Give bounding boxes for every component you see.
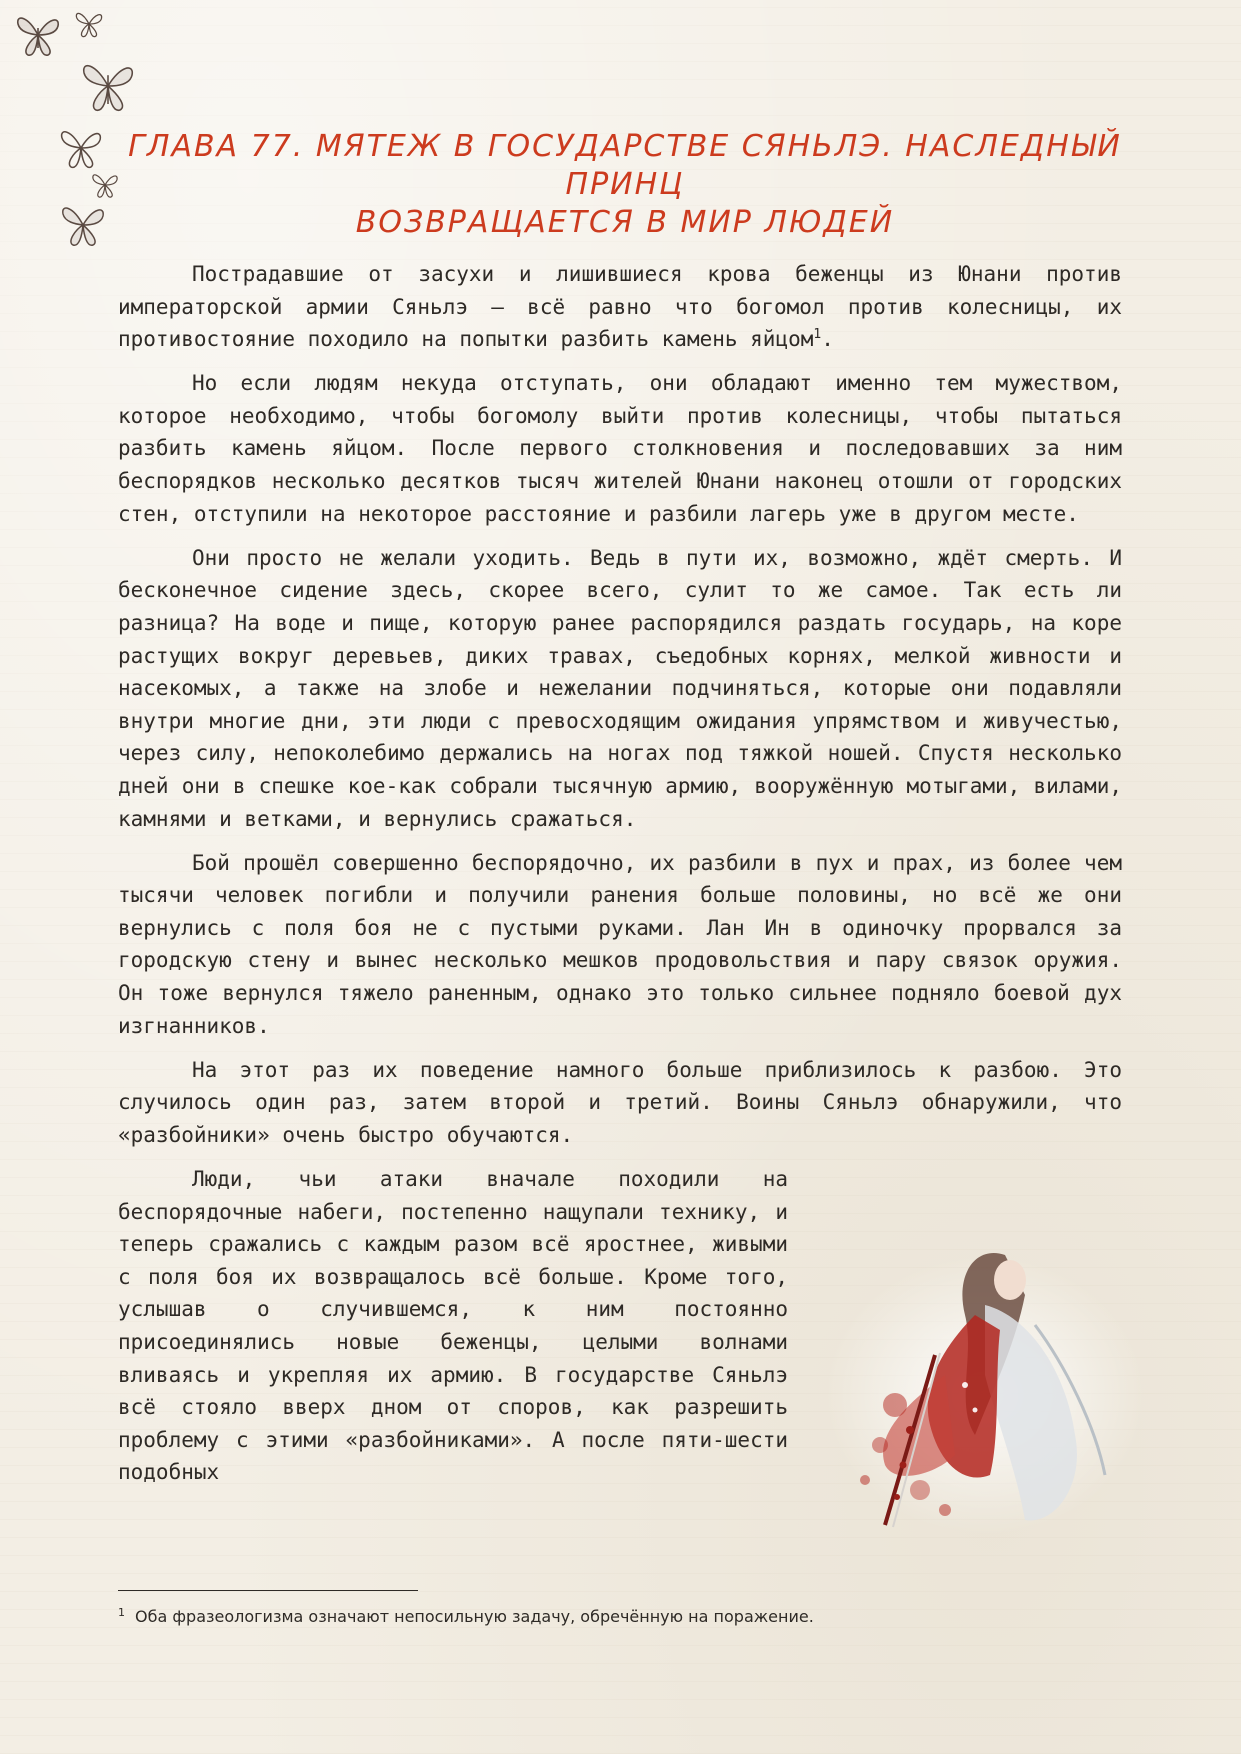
- warrior-illustration: [825, 1235, 1145, 1535]
- footnote-text: Оба фразеологизма означают непосильную задачу, обречённую на поражение.: [135, 1607, 814, 1626]
- butterfly-icon: [14, 10, 62, 60]
- footnote-ref[interactable]: 1: [813, 327, 822, 343]
- paragraph: Но если людям некуда отступать, они обладают именно тем мужеством, которое необходимо, чтобы богомолу выйти против колесницы, чтобы пытаться разбить камень яйцом. После первого столкновения и последовавших за ним беспорядков несколько десятков тысяч жителей Юнани наконец отошли от городских стен, отступили на некоторое расстояние и разбили лагерь уже в другом месте.: [118, 371, 1122, 526]
- paragraph: Бой прошёл совершенно беспорядочно, их разбили в пух и прах, из более чем тысячи человек погибли и получили ранения больше половины, но всё же они вернулись с поля боя не с пустыми руками. Лан Ин в одиночку прорвался за городскую стену и вынес несколько мешков продовольствия и пару связок оружия. Он тоже вернулся тяжело раненным, однако это только сильнее подняло боевой дух изгнанников.: [118, 850, 1122, 1038]
- paragraph: На этот раз их поведение намного больше приблизилось к разбою. Это случилось один раз, затем второй и третий. Воины Сяньлэ обнаружили, что «разбойники» очень быстро обучаются.: [118, 1057, 1122, 1147]
- butterfly-icon: [58, 200, 108, 250]
- paragraph: Люди, чьи атаки вначале походили на беспорядочные набеги, постепенно нащупали технику, и теперь сражались с каждым разом всё яростнее, живыми с поля боя их возвращалось всё больше. Кроме того, услышав о случившемся, к ним постоянно присоединялись новые беженцы, целыми волнами вливаясь и укрепляя их армию. В государстве Сяньлэ всё стояло вверх дном от споров, как разрешить проблему с этими «разбойниками». А после пяти-шести подобных: [118, 1166, 788, 1485]
- footnote-separator: [118, 1590, 418, 1591]
- paragraph: Пострадавшие от засухи и лишившиеся крова беженцы из Юнани против императорской армии Сяньлэ — всё равно что богомол против колесницы, их противостояние походило на попытки разбить камень яйцом$^1$.: [118, 262, 1122, 352]
- paragraph: Они просто не желали уходить. Ведь в пути их, возможно, ждёт смерть. И бесконечное сидение здесь, скорее всего, сулит то же самое. Так есть ли разница? На воде и пище, которую ранее распорядился раздать государь, на коре растущих вокруг деревьев, диких травах, съедобных корнях, мелкой живности и насекомых, а также на злобе и нежелании подчиняться, которые они подавляли внутри многие дни, эти люди с превосходящим ожидания упрямством и живучестью, через силу, непоколебимо держались на ногах под тяжкой ношей. Спустя несколько дней они в спешке кое-как собрали тысячную армию, вооружённую мотыгами, вилами, камнями и ветками, и вернулись сражаться.: [118, 545, 1122, 831]
- butterfly-icon: [76, 56, 140, 116]
- chapter-title-line-1: ГЛАВА 77. МЯТЕЖ В ГОСУДАРСТВЕ СЯНЬЛЭ. НАСЛЕДНЫЙ ПРИНЦ: [128, 129, 1122, 202]
- butterfly-icon: [58, 124, 104, 172]
- chapter-title: [110, 128, 1140, 242]
- footnote-mark: 1: [118, 1605, 125, 1619]
- footnote: [118, 1606, 1118, 1628]
- butterfly-icon: [74, 8, 104, 40]
- chapter-title-line-2: ВОЗВРАЩАЕТСЯ В МИР ЛЮДЕЙ: [355, 205, 895, 240]
